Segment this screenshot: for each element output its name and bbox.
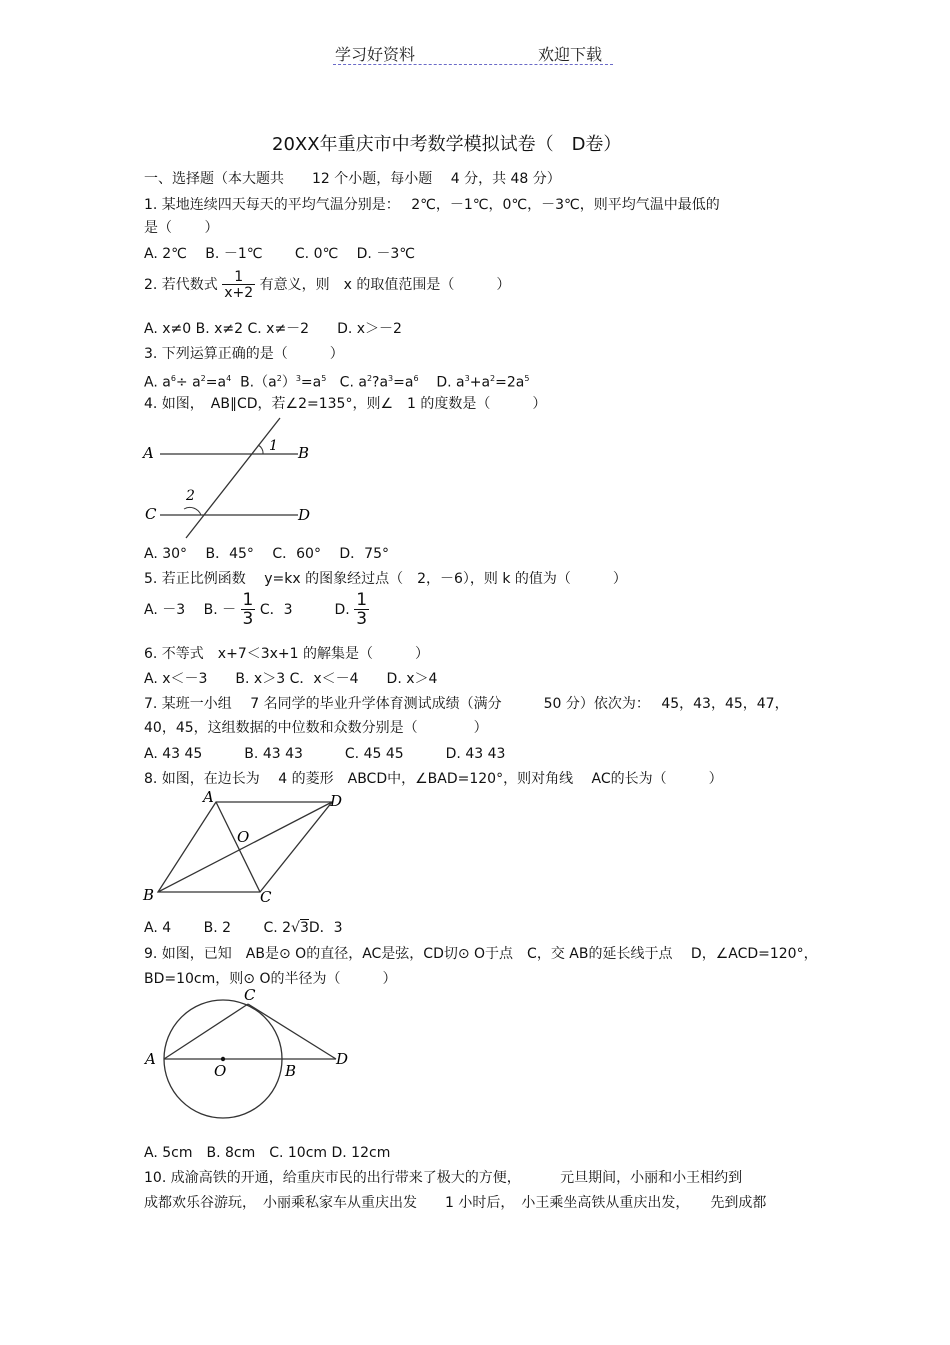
q4-label-1: 1	[269, 438, 278, 454]
q5-opt-cd: C．3 D.	[259, 602, 350, 618]
q4-figure	[140, 414, 330, 542]
q1-options: A. 2℃ B. －1℃ C. 0℃ D. －3℃	[144, 246, 415, 262]
q3-a-exp2: 2	[200, 374, 206, 383]
q8-label-c: C	[260, 888, 272, 906]
q9-tangent-cd	[248, 1004, 336, 1059]
q2-options: A. x≠0 B. x≠2 C. x≠－2 D. x＞－2	[144, 321, 402, 337]
q3-c3: =a	[393, 374, 414, 391]
q4-options: A. 30° B．45° C．60° D．75°	[144, 546, 389, 562]
q5-frac-b-num: 1	[242, 590, 254, 610]
q9-center-dot	[221, 1057, 225, 1061]
q8-label-b: B	[143, 886, 155, 904]
q2-post: 有意义，则 x 的取值范围是（ ）	[259, 277, 511, 293]
q3-a2: ÷ a	[175, 374, 201, 391]
q8-options	[144, 919, 343, 937]
q3-d-exp1: 3	[464, 374, 470, 383]
q9-label-o: O	[214, 1062, 227, 1080]
q3-c-exp1: 2	[366, 374, 373, 383]
q3-a1: A. a	[144, 374, 171, 391]
q9-line2: BD=10cm，则⊙ O的半径为（ ）	[144, 971, 397, 987]
q7-options: A. 43 45 B. 43 43 C. 45 45 D. 43 43	[144, 746, 506, 762]
q5-frac-d	[354, 592, 369, 628]
q4-label-d: D	[298, 506, 311, 524]
q7-line2: 40，45，这组数据的中位数和众数分别是（ ）	[144, 720, 488, 736]
q4-stem: 4. 如图， AB∥CD，若∠2=135°，则∠ 1 的度数是（ ）	[144, 396, 547, 412]
header-left: 学习好资料	[335, 45, 416, 64]
q3-a3: =a	[205, 374, 227, 391]
q5-frac-d-num: 1	[356, 590, 368, 610]
q4-angle2-arc	[184, 507, 201, 515]
q9-chord-ac	[164, 1004, 248, 1059]
q8-diagonal-bd	[158, 802, 332, 892]
q8-root-value: 3	[299, 920, 309, 936]
q3-c1: C. a	[339, 374, 367, 391]
q9-figure	[140, 986, 355, 1126]
q5-frac-d-den: 3	[356, 609, 368, 629]
q4-label-c: C	[145, 505, 157, 523]
q8-figure	[140, 788, 355, 906]
q5-frac-b-den: 3	[242, 609, 254, 629]
q3-b-exp2: 3	[295, 374, 301, 383]
q8-opt-abc: A. 4 B. 2 C. 2	[144, 920, 292, 936]
q3-d2: +a	[469, 374, 491, 391]
q3-b-exp3: 5	[321, 374, 327, 383]
page-title: 20XX年重庆市中考数学模拟试卷（ D卷）	[272, 134, 622, 155]
q9-line1: 9. 如图，已知 AB是⊙ O的直径，AC是弦，CD切⊙ O于点 C，交 AB的延长线于点 D，∠ACD=120°，	[144, 946, 818, 962]
q3-d1: D. a	[436, 374, 465, 391]
q3-b2: ）	[281, 374, 296, 391]
q8-stem: 8. 如图，在边长为 4 的菱形 ABCD中，∠BAD=120°，则对角线 AC的长为（ ）	[144, 771, 723, 787]
q4-angle1-arc	[258, 445, 263, 454]
q4-label-a: A	[143, 444, 154, 462]
q4-transversal	[186, 418, 280, 538]
q7-line1: 7. 某班一小组 7 名同学的毕业升学体育测试成绩（满分 50 分）依次为： 45，43，45，47，	[144, 696, 789, 712]
sqrt-icon: √	[291, 920, 300, 936]
q3-stem: 3. 下列运算正确的是（ ）	[144, 346, 344, 362]
q2-fraction	[222, 270, 255, 300]
q3-a-exp3: 4	[226, 374, 232, 383]
q3-c-exp3: 6	[413, 374, 419, 383]
q6-stem: 6. 不等式 x+7＜3x+1 的解集是（ ）	[144, 646, 430, 662]
q1-line1: 1. 某地连续四天每天的平均气温分别是： 2℃，－1℃，0℃，－3℃，则平均气温中最低的	[144, 197, 720, 213]
q10-line1: 10. 成渝高铁的开通，给重庆市民的出行带来了极大的方便， 元旦期间，小丽和小王相约到	[144, 1170, 743, 1186]
q3-d-exp2: 2	[490, 374, 496, 383]
q3-b-exp1: 2	[276, 374, 282, 383]
q5-opt-ab: A. －3 B. －	[144, 602, 237, 618]
q5-frac-b	[241, 592, 256, 628]
q3-a-exp1: 6	[170, 374, 176, 383]
q9-label-a: A	[145, 1050, 156, 1068]
header-divider	[333, 64, 613, 65]
q1-line2: 是（ ）	[144, 220, 219, 236]
q2-frac-den: x+2	[224, 285, 254, 301]
q10-line2: 成都欢乐谷游玩， 小丽乘私家车从重庆出发 1 小时后， 小王乘坐高铁从重庆出发， 先到成都	[144, 1195, 767, 1211]
q9-label-c: C	[244, 986, 256, 1004]
q9-label-b: B	[285, 1062, 297, 1080]
q3-b1: B.（a	[240, 374, 277, 391]
q8-label-d: D	[330, 792, 343, 810]
q3-c2: ?a	[372, 374, 389, 391]
q3-d-exp3: 5	[524, 374, 530, 383]
q9-options: A. 5cm B. 8cm C. 10cm D. 12cm	[144, 1145, 391, 1161]
q4-label-2: 2	[186, 488, 195, 504]
q3-c-exp2: 3	[388, 374, 394, 383]
q4-label-b: B	[298, 444, 310, 462]
q2-pre: 2. 若代数式	[144, 277, 218, 293]
section-heading: 一、选择题（本大题共 12 个小题，每小题 4 分，共 48 分）	[144, 171, 561, 187]
q3-d3: =2a	[495, 374, 525, 391]
q3-b3: =a	[300, 374, 322, 391]
q2-stem	[144, 270, 510, 300]
header-right: 欢迎下载	[538, 45, 603, 64]
q8-label-o: O	[237, 828, 250, 846]
q8-diagonal-ac	[216, 802, 260, 892]
q2-frac-num: 1	[234, 269, 244, 285]
q9-label-d: D	[336, 1050, 349, 1068]
q8-opt-d: D．3	[308, 920, 343, 936]
q3-options	[144, 370, 529, 392]
q8-label-a: A	[203, 788, 214, 806]
q5-stem: 5. 若正比例函数 y=kx 的图象经过点（ 2，－6），则 k 的值为（ ）	[144, 571, 627, 587]
q5-options	[144, 592, 369, 628]
q6-options: A. x＜－3 B. x＞3 C．x＜－4 D. x＞4	[144, 671, 438, 687]
